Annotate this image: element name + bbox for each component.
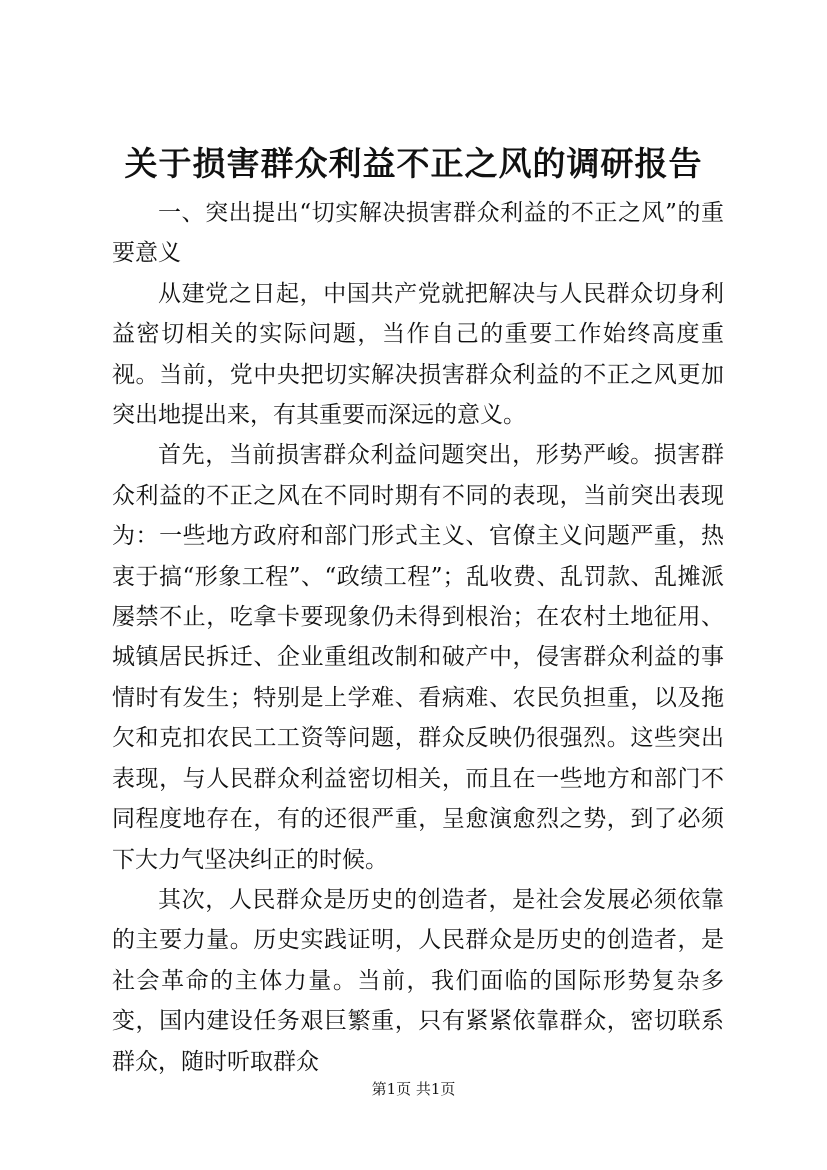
page-footer: 第1页 共1页 [371, 1080, 456, 1098]
paragraph-second-point: 其次，人民群众是历史的创造者，是社会发展必须依靠的主要力量。历史实践证明，人民群众是历史的创造者，是社会革命的主体力量。当前，我们面临的国际形势复杂多变，国内建设任务艰巨繁重，只有紧紧依靠群众，密切联系群众，随时听取群众 [112, 886, 724, 1075]
paragraph-section-heading: 一、突出提出“切实解决损害群众利益的不正之风”的重要意义 [112, 200, 724, 267]
paragraph-first-point: 首先，当前损害群众利益问题突出，形势严峻。损害群众利益的不正之风在不同时期有不同的表现，当前突出表现为：一些地方政府和部门形式主义、官僚主义问题严重，热衷于搞“形象工程”、“政绩工程”；乱收费、乱罚款、乱摊派屡禁不止，吃拿卡要现象仍未得到根治；在农村土地征用、城镇居民拆迁、企业重组改制和破产中，侵害群众利益的事情时有发生；特别是上学难、看病难、农民负担重，以及拖欠和克扣农民工工资等问题，群众反映仍很强烈。这些突出表现，与人民群众利益密切相关，而且在一些地方和部门不同程度地存在，有的还很严重，呈愈演愈烈之势，到了必须下大力气坚决纠正的时候。 [112, 442, 724, 873]
document-body [112, 193, 724, 1082]
paragraph-intro: 从建党之日起，中国共产党就把解决与人民群众切身利益密切相关的实际问题，当作自己的重要工作始终高度重视。当前，党中央把切实解决损害群众利益的不正之风更加突出地提出来，有其重要而深远的意义。 [112, 280, 724, 429]
document-title: 关于损害群众利益不正之风的调研报告 [124, 144, 703, 183]
